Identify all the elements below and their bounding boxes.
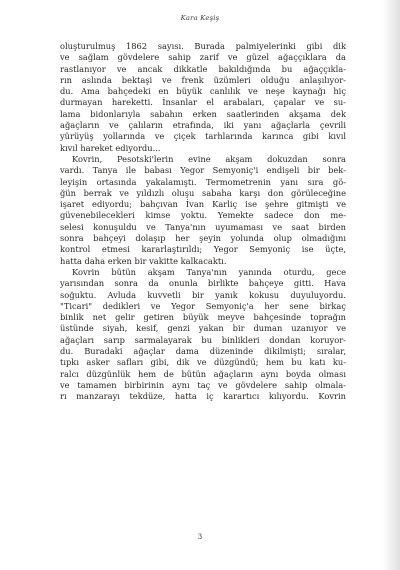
spine-shadow: [382, 0, 400, 570]
text-line: Kovrin, Pesotski'lerin evine akşam dokuzdan sonra: [72, 153, 346, 164]
text-line: du. Buradaki ağaçlar dama düzeninde dikilmişti; sıralar,: [60, 346, 346, 357]
text-line: yarısından sonra da onunla birlikte bahçeye gitti. Hava: [60, 278, 346, 289]
text-line: sonra bahçeyi dolaşıp her şeyin yolunda olup olmadığını: [60, 233, 346, 244]
text-line: selesi konuşuldu ve Tanya'nın uyumaması ve saat birden: [60, 221, 346, 232]
text-line: rı manzarayı tekdüze, hatta iç karartıcı kılıyordu. Kovrin: [60, 391, 346, 402]
text-line: durmayan hareketti. İnsanlar el arabaları, çapalar ve su-: [60, 97, 346, 108]
text-line: işaret ediyordu; bahçıvan İvan Karliç ise şehre gitmişti ve: [60, 199, 346, 210]
body-text: [60, 41, 346, 403]
text-line: lama bidonlarıyla sabahın erken saatlerinden akşama dek: [60, 108, 346, 119]
text-line: kontrol etmesi kararlaştırıldı; Yegor Semyoniç ise üçte,: [60, 244, 346, 255]
text-line: binlik net gelir getiren büyük meyve bahçesinde toprağın: [60, 312, 346, 323]
text-line: du. Ama bahçedeki en büyük canlılık ve neşe kaynağı hiç: [60, 86, 346, 97]
text-line: soğuktu. Avluda kuvvetli bir yanık kokusu duyuluyordu.: [60, 289, 346, 300]
text-line: güvenebilecekleri kimse yoktu. Yemekte sadece don me-: [60, 210, 346, 221]
text-line: vardı. Tanya ile babası Yegor Semyoniç'i endişeli bir bek-: [60, 165, 346, 176]
text-line: Kovrin bütün akşam Tanya'nın yanında oturdu, gece: [72, 266, 346, 277]
text-line: ağaçları sarıp sarmalayarak bu binlikleri dondan koruyor-: [60, 334, 346, 345]
text-line: rın aslında bektaşi ve frenk üzümleri olduğu anlaşılıyor-: [60, 74, 346, 85]
text-line: ğün berrak ve yıldızlı oluşu sabaha karşı don görüleceğine: [60, 187, 346, 198]
text-line: tıpkı asker safları gibi, dik ve düzgündü; hem bu katı ku-: [60, 357, 346, 368]
text-line: kıvıl hareket ediyordu...: [60, 142, 161, 153]
text-line: oluşturulmuş 1862 sayısı. Burada palmiyelerinki gibi dik: [60, 41, 346, 51]
text-line: yürüyüş yollarında ve çiçek tarhlarında karınca gibi kıvıl: [60, 131, 346, 142]
text-line: üstünde siyah, kesif, genzi yakan bir duman uzanıyor ve: [60, 323, 346, 334]
text-line: ve sağlam gövdelere sahip zarif ve güzel ağaççıklara da: [60, 52, 346, 63]
running-head: Kara Keşiş: [180, 14, 220, 22]
page-number: 3: [197, 533, 203, 541]
text-line: rastlanıyor ve ancak dikkatle bakıldığında bu ağaççıkla-: [60, 63, 346, 74]
text-line: ralcı düzgünlük hem de bütün ağaçların aynı boyda olması: [60, 368, 346, 379]
text-line: ağaçların ve çalıların etrafında, iki yanı ağaçlarla çevrili: [60, 120, 346, 131]
text-line: leyişin ortasında yakalamıştı. Termometrenin yanı sıra gö-: [60, 176, 346, 187]
text-line: "Ticari" dedikleri ve Yegor Semyoniç'a her sene birkaç: [60, 300, 346, 311]
text-line: ve tamamen birbirinin aynı taç ve gövdelere sahip olmala-: [60, 379, 346, 390]
text-line: hatta daha erken bir vakitte kalkacaktı.: [60, 255, 227, 266]
